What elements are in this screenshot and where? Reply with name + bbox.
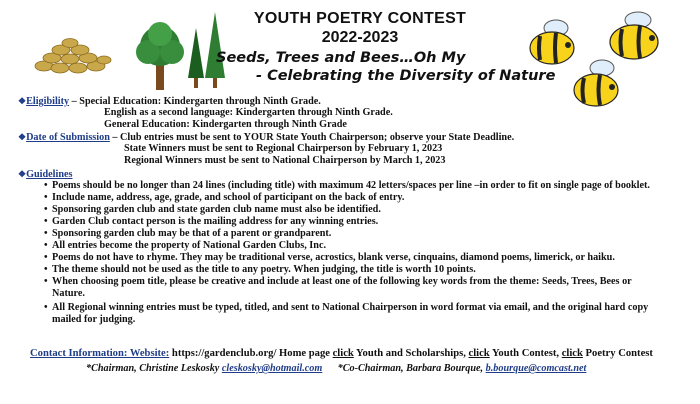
eligibility-general: General Education: Kindergarten through Ninth Grade [104,119,347,130]
bee-icon [522,8,682,112]
click-link[interactable]: click [332,348,354,359]
guideline-item-continued: Nature. [52,288,85,299]
submission-heading: Date of Submission [26,132,110,143]
eligibility-esl: English as a second language: Kindergarten through Ninth Grade. [104,107,393,118]
guideline-item: • Poems should be no longer than 24 lines (including title) with maximum 42 letters/spaces per line –in order to fit on single page of booklet. [44,180,650,191]
page-title: YOUTH POETRY CONTEST [253,10,467,27]
guidelines-heading: Guidelines [26,169,73,180]
contact-label: Contact Information: Website: [30,348,170,359]
seeds-icon [30,38,114,74]
website-url[interactable]: https://gardenclub.org/ Home page [169,348,333,359]
chairperson-info: *Chairman, Christine Leskosky cleskosky@hotmail.com *Co-Chairman, Barbara Bourque, b.bourque@comcast.net [86,363,587,374]
contact-info: Contact Information: Website: https://gardenclub.org/ Home page click Youth and Scholarships, click Youth Contest, click Poetry Contest [30,348,653,359]
subtitle-theme: Seeds, Trees and Bees…Oh My [216,50,466,66]
eligibility-text: – Special Education: Kindergarten through Ninth Grade. [69,96,321,107]
guideline-item: • Garden Club contact person is the mailing address for any winning entries. [44,216,379,227]
click-link[interactable]: click [561,348,583,359]
tree-icon [130,20,190,92]
guideline-item: • Sponsoring garden club and state garden club name must also be identified. [44,204,381,215]
submission-regional: Regional Winners must be sent to National Chairperson by March 1, 2023 [124,155,446,166]
guideline-item: • All entries become the property of National Garden Clubs, Inc. [44,240,327,251]
chair-email-link[interactable]: cleskosky@hotmail.com [221,363,323,374]
submission-text: – Club entries must be sent to YOUR State Youth Chairperson; observe your State Deadline. [109,132,515,143]
guideline-item: • Poems do not have to rhyme. They may be traditional verse, acrostics, blank verse, cinquains, diamond poems, limerick, or haiku. [44,252,615,263]
guideline-item: • All Regional winning entries must be typed, titled, and sent to National Chairperson in word format via email, and the original hard copy [44,302,649,313]
submission-state: State Winners must be sent to Regional Chairperson by February 1, 2023 [124,143,443,154]
diamond-bullet-icon: ❖ [18,132,27,142]
guideline-item: • When choosing poem title, please be creative and include at least one of the following key words from the theme: Seeds, Trees, Bees or [44,276,632,287]
cochair-email-link[interactable]: b.bourque@comcast.net [485,363,587,374]
diamond-bullet-icon: ❖ [18,96,27,106]
diamond-bullet-icon: ❖ [18,169,27,179]
guideline-item: • The theme should not be used as the title to any poetry. When judging, the title is worth 10 points. [44,264,476,275]
guideline-item-continued: mailed for judging. [52,314,136,325]
subtitle-tagline: - Celebrating the Diversity of Nature [256,68,556,84]
eligibility-heading: Eligibility [26,96,70,107]
guideline-item: • Sponsoring garden club may be that of a parent or grandparent. [44,228,332,239]
guideline-item: • Include name, address, age, grade, and school of participant on the back of entry. [44,192,405,203]
click-link[interactable]: click [468,348,490,359]
contest-year: 2022-2023 [321,29,399,46]
